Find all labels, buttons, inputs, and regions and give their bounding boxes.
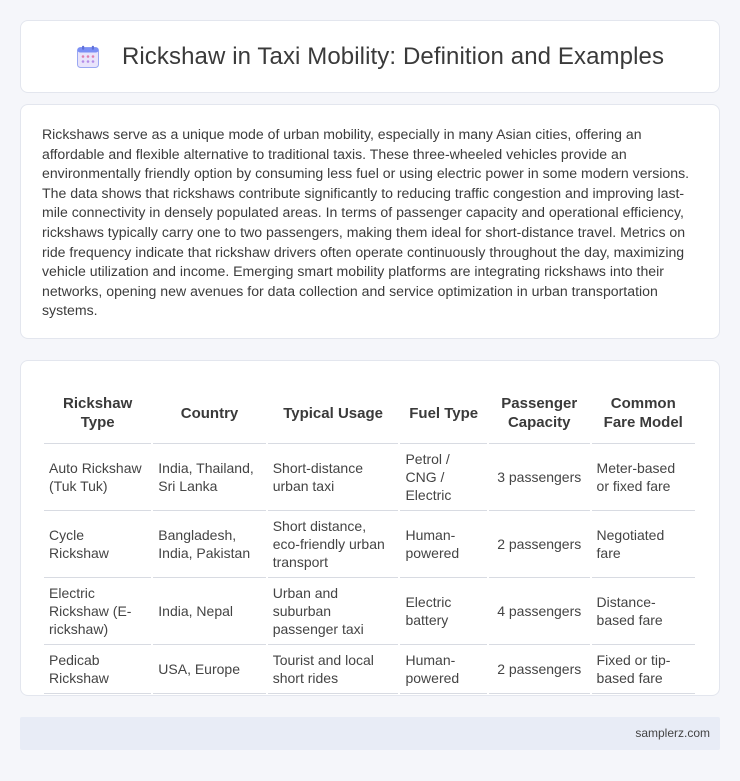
header: [76, 43, 664, 71]
cell-passenger-capacity: 3 passengers: [489, 444, 590, 511]
cell-fare-model: Negotiated fare: [592, 511, 695, 578]
cell-typical-usage: Short distance, eco-friendly urban transport: [268, 511, 399, 578]
cell-country: Bangladesh, India, Pakistan: [153, 511, 265, 578]
cell-rickshaw-type: Auto Rickshaw (Tuk Tuk): [44, 444, 151, 511]
cell-country: India, Nepal: [153, 578, 265, 645]
table-card: [20, 360, 720, 696]
cell-fuel-type: Electric battery: [400, 578, 486, 645]
column-header-fuel-type: Fuel Type: [400, 383, 486, 444]
column-header-country: Country: [153, 383, 265, 444]
description-card: [20, 104, 720, 339]
cell-typical-usage: Urban and suburban passenger taxi: [268, 578, 399, 645]
table-row: [44, 511, 695, 578]
cell-fuel-type: Human-powered: [400, 645, 486, 694]
cell-rickshaw-type: Electric Rickshaw (E-rickshaw): [44, 578, 151, 645]
column-header-passenger-capacity: Passenger Capacity: [489, 383, 590, 444]
description-text: Rickshaws serve as a unique mode of urban mobility, especially in many Asian cities, offering an affordable and flexible alternative to traditional taxis. These three-wheeled vehicles provide an environmentally friendly option by consuming less fuel or using electric power in some modern versions. The data shows that rickshaws contribute significantly to reducing traffic congestion and improving last-mile connectivity in densely populated areas. In terms of passenger capacity and operational efficiency, rickshaws typically carry one to two passengers, making them ideal for short-distance travel. Metrics on ride frequency indicate that rickshaw drivers often operate continuously throughout the day, maximizing vehicle utilization and income. Emerging smart mobility platforms are integrating rickshaws into their networks, opening new avenues for data collection and service optimization in urban transportation systems.: [42, 126, 690, 319]
footer-site-link[interactable]: samplerz.com: [635, 726, 710, 740]
cell-typical-usage: Tourist and local short rides: [268, 645, 399, 694]
cell-passenger-capacity: 4 passengers: [489, 578, 590, 645]
table-header-row: [44, 383, 695, 444]
cell-fare-model: Fixed or tip-based fare: [592, 645, 695, 694]
cell-country: India, Thailand, Sri Lanka: [153, 444, 265, 511]
header-card: [20, 20, 720, 93]
column-header-typical-usage: Typical Usage: [268, 383, 399, 444]
column-header-rickshaw-type: Rickshaw Type: [44, 383, 151, 444]
calendar-icon: [76, 45, 100, 69]
cell-rickshaw-type: Pedicab Rickshaw: [44, 645, 151, 694]
cell-fuel-type: Human-powered: [400, 511, 486, 578]
rickshaw-table: [42, 383, 697, 694]
table-row: [44, 444, 695, 511]
cell-typical-usage: Short-distance urban taxi: [268, 444, 399, 511]
cell-rickshaw-type: Cycle Rickshaw: [44, 511, 151, 578]
page-title: Rickshaw in Taxi Mobility: Definition and Examples: [121, 42, 665, 70]
cell-fuel-type: Petrol / CNG / Electric: [400, 444, 486, 511]
cell-passenger-capacity: 2 passengers: [489, 511, 590, 578]
cell-country: USA, Europe: [153, 645, 265, 694]
column-header-fare-model: Common Fare Model: [592, 383, 695, 444]
footer: [20, 717, 720, 750]
table-row: [44, 578, 695, 645]
cell-fare-model: Meter-based or fixed fare: [592, 444, 695, 511]
cell-fare-model: Distance-based fare: [592, 578, 695, 645]
cell-passenger-capacity: 2 passengers: [489, 645, 590, 694]
table-row: [44, 645, 695, 694]
